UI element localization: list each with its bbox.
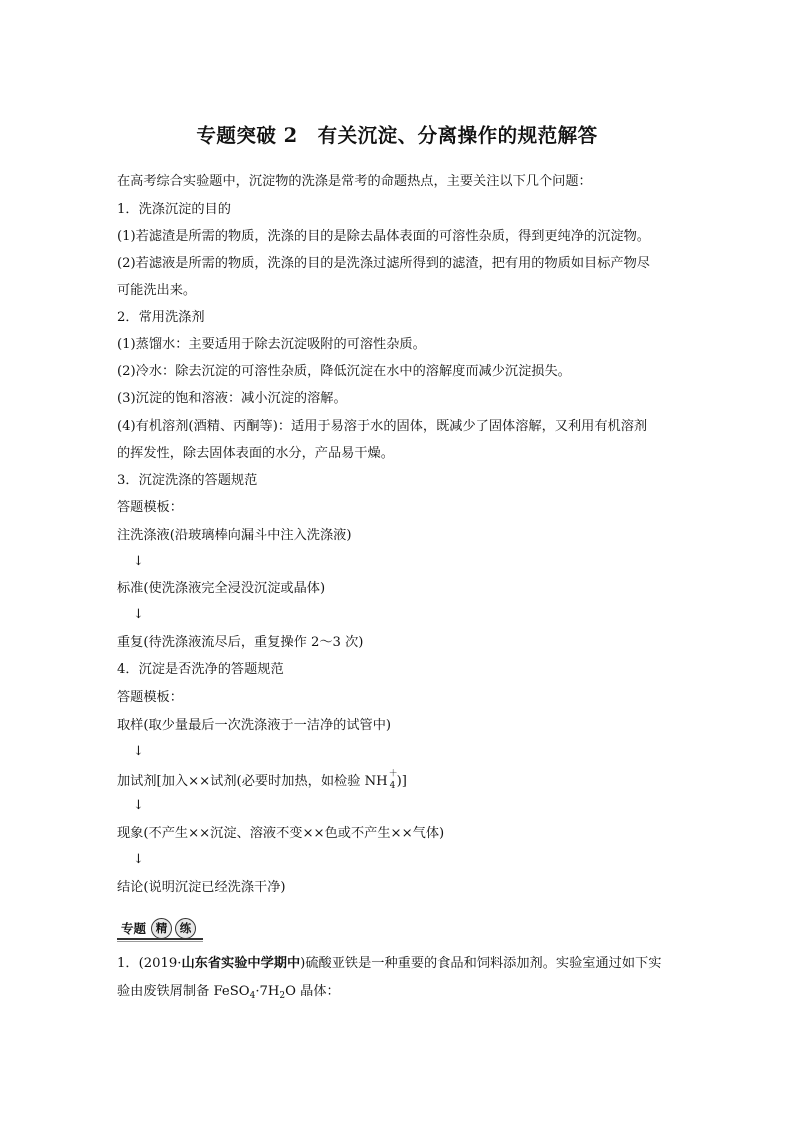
section1-item2-line2: 可能洗出来。 <box>117 283 197 298</box>
badge-circle-jing: 精 <box>151 918 172 939</box>
section2-item4-line1: (4)有机溶剂(酒精、丙酮等)：适用于易溶于水的固体，既减少了固体溶解，又利用有机溶剂 <box>117 419 648 434</box>
flow-arrow: ↓ <box>133 852 144 867</box>
section3-step1: 注洗涤液(沿玻璃棒向漏斗中注入洗涤液) <box>117 528 352 543</box>
section2-item2: (2)冷水：除去沉淀的可溶性杂质，降低沉淀在水中的溶解度而减少沉淀损失。 <box>117 364 571 379</box>
question1-prefix: 1．(2019· <box>117 956 182 971</box>
badge-text-zhuanti: 专题 <box>121 921 147 936</box>
section4-template-label: 答题模板： <box>117 690 183 705</box>
flow-arrow: ↓ <box>133 798 144 813</box>
section3-step3: 重复(待洗涤液流尽后，重复操作 2～3 次) <box>117 635 364 650</box>
section4-step2 <box>117 771 407 791</box>
special-practice-badge <box>117 917 203 939</box>
h2o-subscript: 2 <box>279 991 286 1001</box>
badge-underline-thin <box>117 941 203 942</box>
question1-mid: ·7H <box>255 984 280 999</box>
section2-heading: 2．常用洗涤剂 <box>117 310 205 325</box>
section4-step4: 结论(说明沉淀已经洗涤干净) <box>117 880 286 895</box>
section2-item4-line2: 的挥发性，除去固体表面的水分，产品易干燥。 <box>117 446 394 461</box>
section4-step3: 现象(不产生××沉淀、溶液不变××色或不产生××气体) <box>117 826 445 841</box>
section1-item1: (1)若滤渣是所需的物质，洗涤的目的是除去晶体表面的可溶性杂质，得到更纯净的沉淀物。 <box>117 229 650 244</box>
section3-step2: 标准(使洗涤液完全浸没沉淀或晶体) <box>117 581 326 596</box>
section4-step1: 取样(取少量最后一次洗涤液于一洁净的试管中) <box>117 718 392 733</box>
section4-step2-pre: 加试剂[加入××试剂(必要时加热，如检验 NH <box>117 774 388 789</box>
section3-heading: 3．沉淀洗涤的答题规范 <box>117 473 258 488</box>
section4-heading: 4．沉淀是否洗净的答题规范 <box>117 662 284 677</box>
feso4-subscript: 4 <box>249 991 256 1001</box>
nh4-index <box>388 769 398 791</box>
question1-source: 山东省实验中学期中 <box>181 956 301 971</box>
section2-item3: (3)沉淀的饱和溶液：减小沉淀的溶解。 <box>117 391 347 406</box>
section1-item2-line1: (2)若滤液是所需的物质，洗涤的目的是洗涤过滤所得到的滤渣，把有用的物质如目标产物尽 <box>117 256 650 271</box>
nh4-charge: ＋ <box>388 769 398 779</box>
badge-underline <box>117 938 203 940</box>
question1-line2-post: O 晶体： <box>285 984 340 999</box>
flow-arrow: ↓ <box>133 554 144 569</box>
question1-line1-rest: )硫酸亚铁是一种重要的食品和饲料添加剂。实验室通过如下实 <box>300 956 662 971</box>
flow-arrow: ↓ <box>133 744 144 759</box>
badge-circle-lian: 练 <box>175 918 196 939</box>
intro-text: 在高考综合实验题中，沉淀物的洗涤是常考的命题热点，主要关注以下几个问题： <box>117 174 592 189</box>
section4-step2-post: )] <box>396 774 407 789</box>
flow-arrow: ↓ <box>133 607 144 622</box>
section1-heading: 1．洗涤沉淀的目的 <box>117 202 231 217</box>
question1-line2-pre: 验由废铁屑制备 FeSO <box>117 984 250 999</box>
page-title: 专题突破 2 有关沉淀、分离操作的规范解答 <box>196 124 598 147</box>
section3-template-label: 答题模板： <box>117 500 183 515</box>
section2-item1: (1)蒸馏水：主要适用于除去沉淀吸附的可溶性杂质。 <box>117 337 426 352</box>
question1-line1 <box>117 955 661 973</box>
nh4-subscript: 4 <box>389 781 396 791</box>
question1-line2 <box>117 983 340 1005</box>
